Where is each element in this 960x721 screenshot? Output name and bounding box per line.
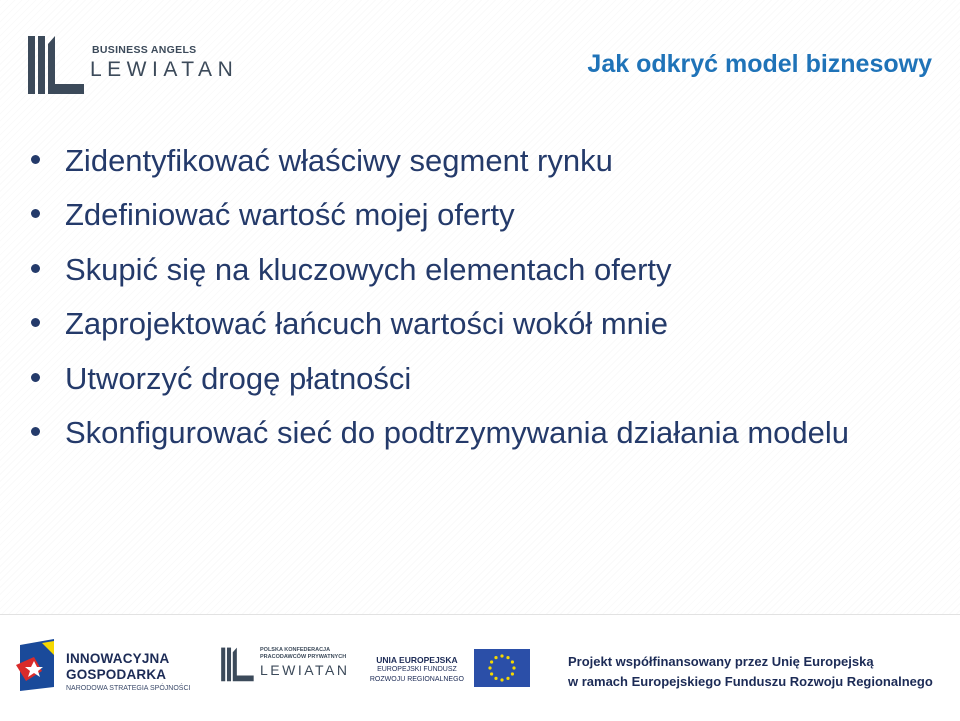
bullet-item	[28, 192, 948, 246]
lewiatan-small-mark-icon	[220, 645, 256, 685]
bullet-text: Zaprojektować łańcuch wartości wokół mnie	[65, 306, 669, 342]
logo-name: LEWIATAN	[90, 58, 239, 81]
eu-label-3: ROZWOJU REGIONALNEGO	[369, 676, 464, 683]
pkpp-lewiatan-name: LEWIATAN	[260, 662, 350, 678]
pkpp-label-1: POLSKA KONFEDERACJA	[260, 647, 331, 653]
page-title: Jak odkryć model biznesowy	[587, 50, 932, 78]
bullet-dot-icon	[31, 155, 40, 164]
bullet-text: Zidentyfikować właściwy segment rynku	[65, 143, 613, 178]
bullet-item	[28, 410, 948, 464]
bullet-text: Utworzyć drogę płatności	[65, 360, 412, 396]
bullet-dot-icon	[31, 264, 40, 273]
bullet-text: Skonfigurować sieć do podtrzymywania działania modelu	[65, 414, 850, 450]
cofinancing-line-1: Projekt współfinansowany przez Unię Europejską	[568, 654, 874, 669]
innowacyjna-gospodarka-mark-icon	[14, 637, 60, 693]
bullet-list	[28, 138, 948, 464]
eu-label-1: UNIA EUROPEJSKA	[376, 655, 458, 665]
footer-logos	[0, 614, 960, 721]
business-angels-lewiatan-logo	[26, 34, 246, 98]
innowacyjna-gospodarka-logo	[14, 637, 204, 697]
innowacyjna-label: INNOWACYJNA	[66, 651, 170, 666]
pkpp-lewiatan-logo	[220, 645, 350, 695]
eu-flag-icon	[474, 649, 530, 687]
pkpp-label-2: PRACODAWCÓW PRYWATNYCH	[260, 654, 347, 660]
bullet-dot-icon	[31, 373, 40, 382]
bullet-text: Skupić się na kluczowych elementach oferty	[65, 251, 672, 287]
logo-subtitle: BUSINESS ANGELS	[92, 44, 197, 56]
gospodarka-label: GOSPODARKA	[66, 667, 167, 682]
bullet-dot-icon	[31, 427, 40, 436]
bullet-item	[28, 356, 948, 410]
bullet-item	[28, 301, 948, 355]
strategia-label: NARODOWA STRATEGIA SPÓJNOŚCI	[66, 685, 191, 692]
bullet-dot-icon	[31, 318, 40, 327]
bullet-item	[28, 247, 948, 301]
cofinancing-line-2: w ramach Europejskiego Funduszu Rozwoju Regionalnego	[568, 674, 933, 689]
bullet-dot-icon	[31, 209, 40, 218]
eu-fund-logo	[364, 649, 534, 689]
lewiatan-logo-mark	[26, 34, 88, 98]
bullet-item	[28, 138, 948, 192]
eu-text-block	[370, 655, 464, 685]
cofinancing-note	[568, 652, 933, 692]
eu-label-2: EUROPEJSKI FUNDUSZ	[377, 666, 457, 673]
bullet-text: Zdefiniować wartość mojej oferty	[65, 197, 515, 233]
